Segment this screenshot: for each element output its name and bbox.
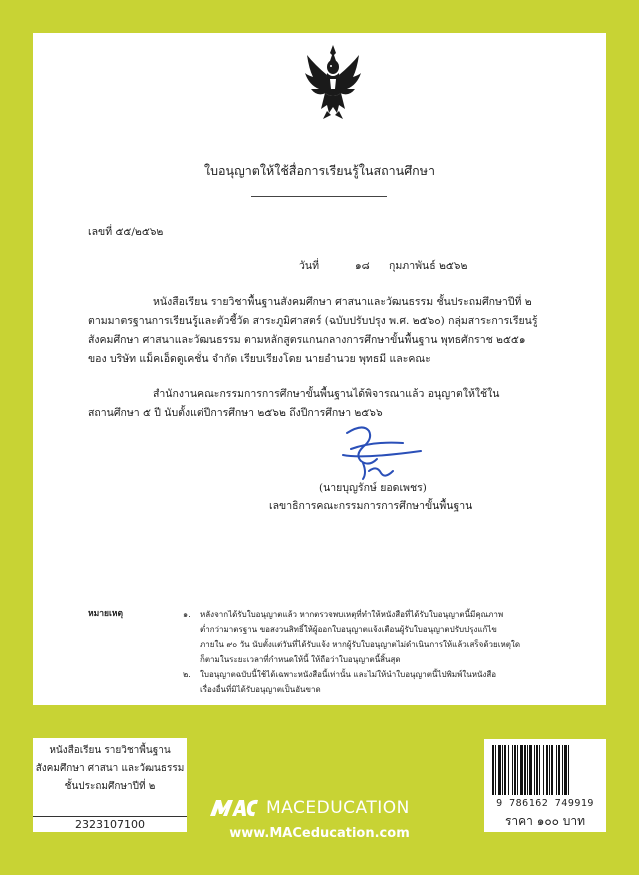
barcode-number: 9 786162 749919	[496, 798, 594, 809]
note-2-number: ๒.	[183, 670, 191, 679]
book-code: 2323107100	[33, 816, 187, 831]
book-label-line-2: สังคมศึกษา ศาสนา และวัฒนธรรม	[35, 763, 185, 774]
note-2-line-2: เรื่องอื่นที่มิได้รับอนุญาตเป็นอันขาด	[200, 685, 321, 694]
license-number: เลขที่ ๕๕/๒๕๖๒	[88, 226, 164, 238]
license-sheet	[33, 33, 606, 705]
date-label: วันที่	[299, 260, 319, 272]
signer-title: เลขาธิการคณะกรรมการการศึกษาขั้นพื้นฐาน	[269, 500, 473, 512]
date-day: ๑๘	[355, 260, 370, 272]
isbn-barcode	[484, 739, 606, 832]
brand-logo	[210, 796, 410, 820]
note-2-line-1: ใบอนุญาตฉบับนี้ใช้ได้เฉพาะหนังสือนี้เท่านั้น และไม่ให้นำใบอนุญาตนี้ไปพิมพ์ในหนังสือ	[200, 670, 497, 679]
book-label-line-3: ชั้นประถมศึกษาปีที่ ๒	[64, 781, 156, 792]
note-1-line-4: ก็ตามในระยะเวลาที่กำหนดให้นี้ ให้ถือว่าใบอนุญาตนี้สิ้นสุด	[200, 655, 401, 664]
body-paragraph-2-line-2: สถานศึกษา ๕ ปี นับตั้งแต่ปีการศึกษา ๒๕๖๒ ถึงปีการศึกษา ๒๕๖๖	[88, 407, 383, 419]
signer-name: (นายบุญรักษ์ ยอดเพชร)	[319, 482, 427, 494]
book-label-box	[33, 738, 187, 832]
brand-name: MACEDUCATION	[266, 798, 410, 818]
document-title: ใบอนุญาตให้ใช้สื่อการเรียนรู้ในสถานศึกษา	[204, 163, 435, 178]
garuda-emblem-icon	[303, 43, 363, 121]
note-1-line-2: ต่ำกว่ามาตรฐาน ขอสงวนสิทธิ์ให้ผู้ออกใบอนุญาตแจ้งเตือนผู้รับใบอนุญาตปรับปรุงแก้ไข	[200, 625, 497, 634]
note-1-line-3: ภายใน ๙๐ วัน นับตั้งแต่วันที่ได้รับแจ้ง หากผู้รับใบอนุญาตไม่ดำเนินการให้แล้วเสร็จด้วยเหตุใด	[200, 640, 521, 649]
body-paragraph-1-line-1: หนังสือเรียน รายวิชาพื้นฐานสังคมศึกษา ศาสนาและวัฒนธรรม ชั้นประถมศึกษาปีที่ ๒	[153, 296, 532, 308]
note-1-number: ๑.	[183, 610, 191, 619]
book-label-line-1: หนังสือเรียน รายวิชาพื้นฐาน	[49, 745, 171, 756]
body-paragraph-1-line-4: ของ บริษัท แม็คเอ็ดดูเคชั่น จำกัด เรียบเรียงโดย นายอำนวย พุทธมี และคณะ	[88, 353, 431, 365]
brand-website: www.MACeducation.com	[229, 826, 410, 841]
title-underline	[251, 196, 387, 197]
signature-icon	[333, 421, 423, 487]
price-label: ราคา ๑๐๐ บาท	[504, 814, 586, 828]
barcode-bars	[484, 739, 606, 799]
body-paragraph-1-line-2: ตามมาตรฐานการเรียนรู้และตัวชี้วัด สาระภูมิศาสตร์ (ฉบับปรับปรุง พ.ศ. ๒๕๖๐) กลุ่มสาระการเรียนรู้	[88, 315, 538, 327]
body-paragraph-1-line-3: สังคมศึกษา ศาสนาและวัฒนธรรม ตามหลักสูตรแกนกลางการศึกษาขั้นพื้นฐาน พุทธศักราช ๒๕๕๑	[88, 334, 526, 346]
notes-label: หมายเหตุ	[88, 609, 123, 619]
date-month-year: กุมภาพันธ์ ๒๕๖๒	[389, 260, 468, 272]
body-paragraph-2-line-1: สำนักงานคณะกรรมการการศึกษาขั้นพื้นฐานได้พิจารณาแล้ว อนุญาตให้ใช้ใน	[153, 388, 500, 400]
note-1-line-1: หลังจากได้รับใบอนุญาตแล้ว หากตรวจพบเหตุที่ทำให้หนังสือที่ได้รับใบอนุญาตนี้มีคุณภาพ	[200, 610, 504, 619]
mac-logo-icon	[210, 798, 260, 818]
